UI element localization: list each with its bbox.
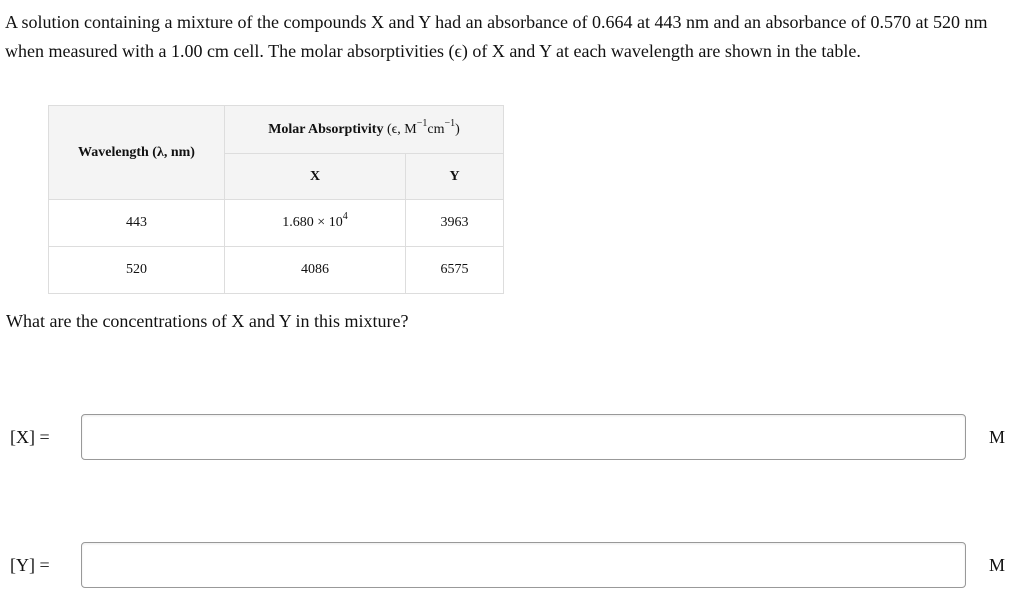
concentration-x-input[interactable] — [81, 414, 966, 460]
answer-row-y — [0, 542, 1024, 588]
absorptivity-table — [48, 105, 504, 294]
wavelength-cell: 520 — [49, 247, 225, 294]
answer-label-x: [X] = — [10, 427, 50, 447]
absorptivity-y-cell: 6575 — [406, 247, 504, 294]
table-row — [49, 247, 504, 294]
wavelength-header: Wavelength (λ, nm) — [49, 106, 225, 200]
absorptivity-header: Molar Absorptivity (ϵ, $M^{-1}cm^{-1}$) — [225, 106, 504, 154]
problem-statement: A solution containing a mixture of the compounds X and Y had an absorbance of 0.664 at 443 nm and an absorbance of 0.570 at 520 nm when measured with a 1.00 cm cell. The molar absorptivities (ϵ) of X and Y at each wavelength are shown in the table. — [5, 12, 988, 61]
wavelength-cell: 443 — [49, 200, 225, 247]
answer-row-x — [0, 414, 1024, 460]
table-row — [49, 200, 504, 247]
absorptivity-x-cell: $1.680 \times 10^4$ — [225, 200, 406, 247]
question-text: What are the concentrations of X and Y in this mixture? — [6, 311, 409, 331]
unit-label-x: M — [989, 427, 1006, 447]
concentration-y-input[interactable] — [81, 542, 966, 588]
absorptivity-x-cell: 4086 — [225, 247, 406, 294]
unit-label-y: M — [989, 555, 1006, 575]
column-header-y: Y — [406, 154, 504, 200]
column-header-x: X — [225, 154, 406, 200]
answer-label-y: [Y] = — [10, 555, 50, 575]
absorptivity-y-cell: 3963 — [406, 200, 504, 247]
absorptivity-table-container — [48, 105, 504, 294]
